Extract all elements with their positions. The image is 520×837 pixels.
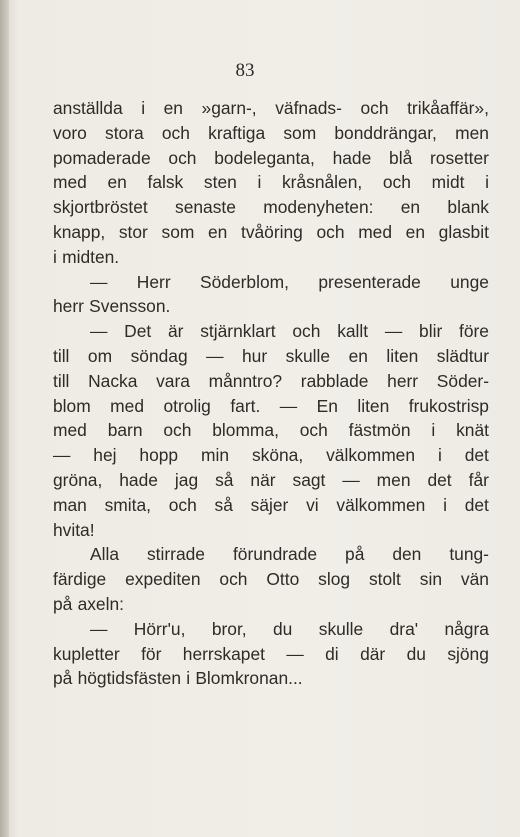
word: trikåaffär», — [407, 98, 489, 118]
word: bonddrängar, — [334, 122, 437, 143]
word: herr — [387, 370, 419, 391]
text-line — [53, 518, 489, 543]
word: och — [168, 147, 197, 168]
word: får — [468, 469, 489, 490]
text-line — [53, 493, 489, 518]
word: midt — [431, 172, 465, 193]
word: före — [459, 321, 489, 342]
text-line — [53, 567, 489, 592]
word: di — [325, 643, 339, 664]
word: sagt — [292, 469, 326, 490]
word: rabblade — [300, 370, 369, 391]
word: vän — [460, 569, 489, 590]
word: »garn-, — [201, 98, 257, 118]
text-line — [53, 468, 489, 493]
word: Alla — [90, 544, 119, 565]
word: och — [382, 172, 411, 193]
word: herr — [53, 296, 84, 317]
word: slädtur — [436, 345, 489, 366]
word: man — [53, 494, 87, 515]
word: kråsnålen, — [281, 172, 363, 193]
word: med — [110, 395, 145, 416]
word: En — [316, 395, 338, 416]
word: — — [206, 345, 224, 366]
word: herrskapet — [182, 643, 265, 664]
word: högtidsfästen — [77, 668, 182, 689]
text-line — [53, 96, 489, 121]
word: bror, — [211, 618, 247, 639]
word: skulle — [318, 618, 364, 639]
word: söndag — [130, 345, 188, 366]
word: är — [167, 321, 184, 342]
word: Hörr'u, — [133, 618, 186, 639]
word: kraftiga — [208, 122, 266, 143]
word: och — [316, 221, 345, 242]
word: fästmön — [348, 420, 411, 441]
word: Nacka — [88, 370, 138, 391]
word: liten — [386, 345, 419, 366]
text-line — [53, 270, 489, 295]
text-line — [53, 617, 489, 642]
word: — — [286, 643, 304, 664]
word: tung- — [449, 544, 489, 565]
word: hur — [242, 345, 268, 366]
word: midten. — [62, 246, 120, 267]
word: presenterade — [318, 271, 421, 292]
word: jag — [174, 469, 199, 490]
word: i — [141, 98, 146, 118]
word: rosetter — [430, 147, 489, 168]
word: glasbit — [438, 221, 489, 242]
word: kallt — [337, 321, 369, 342]
word: senaste — [175, 197, 236, 218]
word: i — [53, 246, 57, 267]
text-line — [53, 418, 489, 443]
word: när — [250, 469, 276, 490]
text-line — [53, 220, 489, 245]
word: liten — [357, 395, 390, 416]
word: — — [90, 618, 108, 639]
word: med — [53, 420, 87, 441]
word: vara — [156, 370, 190, 391]
word: fart. — [230, 395, 261, 416]
word: i — [443, 494, 447, 515]
word: falsk — [147, 172, 184, 193]
word: i — [485, 172, 489, 193]
word: smita, — [104, 494, 151, 515]
body-text — [53, 96, 489, 691]
word: där — [360, 643, 386, 664]
word: men — [455, 122, 489, 143]
text-line — [53, 642, 489, 667]
text-line — [53, 146, 489, 171]
word: — — [279, 395, 298, 416]
word: blomma, — [212, 420, 279, 441]
word: för — [141, 643, 162, 664]
word: till — [53, 345, 70, 366]
word: den — [392, 544, 422, 565]
word: om — [87, 345, 113, 366]
word: och — [219, 569, 248, 590]
word: skjortbröstet — [53, 197, 148, 218]
word: det — [464, 494, 489, 515]
word: i — [257, 172, 262, 193]
text-line — [53, 344, 489, 369]
word: välkommen — [336, 494, 426, 515]
word: hopp — [139, 445, 179, 466]
text-line — [53, 394, 489, 419]
word: expediten — [125, 569, 201, 590]
word: skulle — [285, 345, 331, 366]
word: hade — [119, 469, 158, 490]
word: en — [405, 221, 426, 242]
word: och — [299, 420, 328, 441]
word: en — [400, 197, 421, 218]
text-line — [53, 592, 489, 617]
word: slog — [318, 569, 351, 590]
word: knät — [456, 420, 489, 441]
word: som — [283, 122, 317, 143]
text-line — [53, 443, 489, 468]
word: det — [427, 469, 452, 490]
word: förundrade — [232, 544, 318, 565]
word: hade — [332, 147, 372, 168]
word: så — [214, 494, 233, 515]
word: och — [161, 122, 190, 143]
text-line — [53, 666, 489, 691]
word: en — [163, 98, 183, 118]
word: och — [163, 420, 192, 441]
word: — — [90, 271, 108, 292]
word: stora — [105, 122, 144, 143]
text-line — [53, 195, 489, 220]
word: Söderblom, — [200, 271, 289, 292]
text-line — [53, 369, 489, 394]
word: säjer — [250, 494, 289, 515]
word: Söder- — [436, 370, 489, 391]
word: knapp, — [53, 221, 106, 242]
word: anställda — [53, 98, 123, 118]
word: och — [360, 98, 389, 118]
word: — — [53, 445, 71, 466]
word: och — [168, 494, 197, 515]
text-line — [53, 542, 489, 567]
word: du — [406, 643, 426, 664]
word: tvåöring — [240, 221, 303, 242]
word: sjöng — [447, 643, 489, 664]
word: Blomkronan... — [195, 668, 303, 689]
word: i — [437, 445, 442, 466]
word: — — [342, 469, 360, 490]
word: barn — [107, 420, 143, 441]
text-line — [53, 294, 489, 319]
word: så — [215, 469, 234, 490]
word: sköna, — [251, 445, 304, 466]
word: — — [90, 321, 108, 342]
word: stor — [118, 221, 148, 242]
page-number: 83 — [235, 60, 255, 81]
word: Svensson. — [89, 296, 171, 317]
word: stolt — [368, 569, 401, 590]
word: modenyheten: — [263, 197, 374, 218]
word: välkommen — [326, 445, 416, 466]
word: men — [376, 469, 411, 490]
word: Det — [124, 321, 152, 342]
word: med — [358, 221, 393, 242]
word: och — [292, 321, 321, 342]
word: stirrade — [146, 544, 205, 565]
word: på — [53, 668, 73, 689]
word: axeln: — [77, 593, 124, 614]
word: blå — [389, 147, 413, 168]
word: gröna, — [53, 469, 103, 490]
word: månntro? — [208, 370, 283, 391]
word: unge — [450, 271, 489, 292]
word: otrolig — [163, 395, 211, 416]
word: i — [431, 420, 436, 441]
word: en — [208, 221, 228, 242]
word: blom — [53, 395, 91, 416]
page-spine-shadow — [0, 0, 9, 837]
text-line — [53, 245, 489, 270]
word: kupletter — [53, 643, 120, 664]
word: sten — [203, 172, 237, 193]
word: min — [201, 445, 230, 466]
word: det — [464, 445, 489, 466]
word: pomaderade — [53, 147, 151, 168]
word: en — [348, 345, 368, 366]
word: i — [186, 668, 191, 689]
word: sin — [419, 569, 443, 590]
word: med — [53, 172, 87, 193]
word: voro — [53, 122, 87, 143]
word: stjärnklart — [200, 321, 276, 342]
text-line — [53, 319, 489, 344]
word: några — [444, 618, 489, 639]
word: på — [53, 593, 73, 614]
word: till — [53, 370, 70, 391]
word: Otto — [266, 569, 300, 590]
word: väfnads- — [275, 98, 342, 118]
word: blir — [419, 321, 443, 342]
word: frukostrisp — [408, 395, 489, 416]
word: färdige — [53, 569, 107, 590]
text-line — [53, 121, 489, 146]
word: dra' — [389, 618, 419, 639]
word: hej — [93, 445, 117, 466]
word: bodeleganta, — [214, 147, 315, 168]
word: — — [384, 321, 403, 342]
text-line — [53, 170, 489, 195]
word: blank — [447, 197, 489, 218]
word: vi — [306, 494, 319, 515]
word: du — [273, 618, 293, 639]
word: en — [107, 172, 127, 193]
word: hvita! — [53, 519, 95, 540]
word: som — [161, 221, 195, 242]
word: på — [345, 544, 365, 565]
word: Herr — [136, 271, 171, 292]
